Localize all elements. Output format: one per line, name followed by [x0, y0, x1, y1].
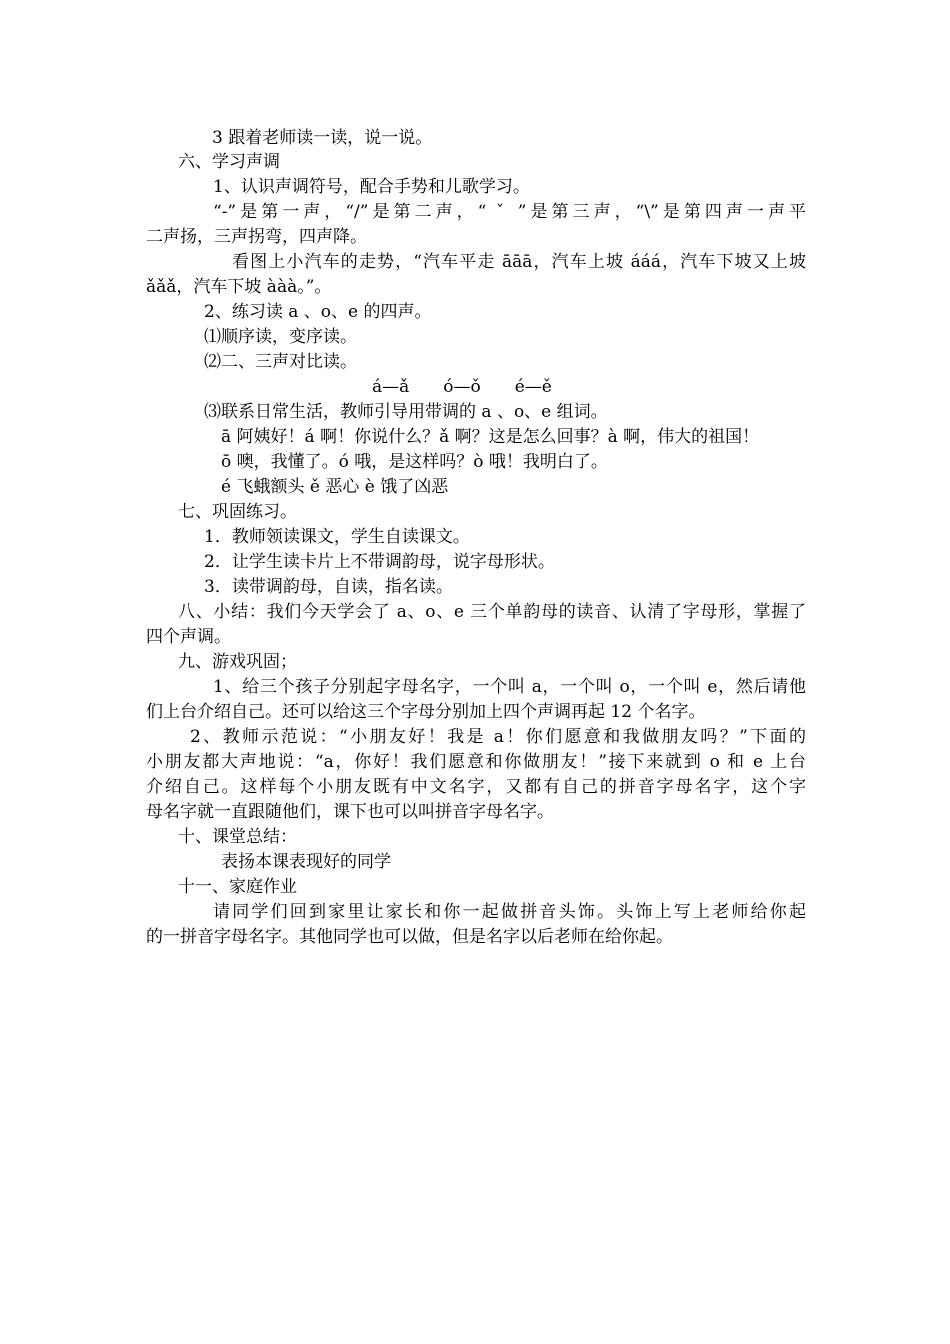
section-heading: 六、学习声调 [178, 152, 280, 172]
section-heading: 十一、家庭作业 [178, 877, 297, 897]
text-line: 二声扬，三声拐弯，四声降。 [146, 227, 367, 247]
text-line: 2、练习读 a 、o、e 的四声。 [204, 302, 432, 322]
section-heading: 九、游戏巩固； [178, 652, 297, 672]
text-line: 1．教师领读课文，学生自读课文。 [204, 527, 470, 547]
text-line: 四个声调。 [146, 627, 231, 647]
text-line: ō 噢，我懂了。ó 哦，是这样吗？ò 哦！我明白了。 [221, 452, 608, 472]
text-line: “-”是第一声，“/”是第二声，“ ˇ ”是第三声，“\”是第四声一声平 [213, 202, 806, 222]
text-line: ǎǎǎ，汽车下坡 ààà。”。 [146, 277, 332, 297]
text-line: ⑵二、三声对比读。 [204, 352, 357, 372]
text-line: 介绍自己。这样每个小朋友既有中文名字，又都有自己的拼音字母名字，这个字 [146, 777, 806, 797]
text-line: ā 阿姨好！á 啊！你说什么？ǎ 啊？这是怎么回事？à 啊，伟大的祖国！ [221, 427, 760, 447]
text-line: 3 跟着老师读一读，说一说。 [212, 128, 433, 148]
tone-pairs: á—ǎ ó—ǒ é—ě [372, 377, 552, 397]
text-line: 2、教师示范说：“小朋友好！我是 a！你们愿意和我做朋友吗？”下面的 [190, 727, 806, 747]
text-line: 1、给三个孩子分别起字母名字，一个叫 a，一个叫 o，一个叫 e，然后请他 [213, 677, 806, 697]
text-line: 母名字就一直跟随他们，课下也可以叫拼音字母名字。 [146, 802, 554, 822]
text-line: 2．让学生读卡片上不带调韵母，说字母形状。 [204, 552, 555, 572]
section-heading: 十、课堂总结： [178, 827, 297, 847]
text-line: ⑴顺序读，变序读。 [204, 327, 357, 347]
text-line: 的一拼音字母名字。其他同学也可以做，但是名字以后老师在给你起。 [146, 927, 673, 947]
section-heading: 七、巩固练习。 [178, 502, 297, 522]
text-line: 1、认识声调符号，配合手势和儿歌学习。 [213, 177, 530, 197]
text-line: 们上台介绍自己。还可以给这三个字母分别加上四个声调再起 12 个名字。 [146, 702, 706, 722]
text-line: 看图上小汽车的走势，“汽车平走 āāā，汽车上坡 ááá，汽车下坡又上坡 [232, 252, 806, 272]
text-line: 小朋友都大声地说：“a，你好！我们愿意和你做朋友！”接下来就到 o 和 e 上台 [146, 752, 806, 772]
text-line: é 飞蛾额头 ě 恶心 è 饿了凶恶 [221, 477, 449, 497]
text-line: 3．读带调韵母，自读，指名读。 [204, 577, 453, 597]
text-line: 请同学们回到家里让家长和你一起做拼音头饰。头饰上写上老师给你起 [213, 902, 806, 922]
text-line: ⑶联系日常生活，教师引导用带调的 a 、o、e 组词。 [204, 402, 608, 422]
text-line: 表扬本课表现好的同学 [221, 852, 391, 872]
section-heading: 八、小结：我们今天学会了 a、o、e 三个单韵母的读音、认清了字母形，掌握了 [178, 602, 806, 622]
